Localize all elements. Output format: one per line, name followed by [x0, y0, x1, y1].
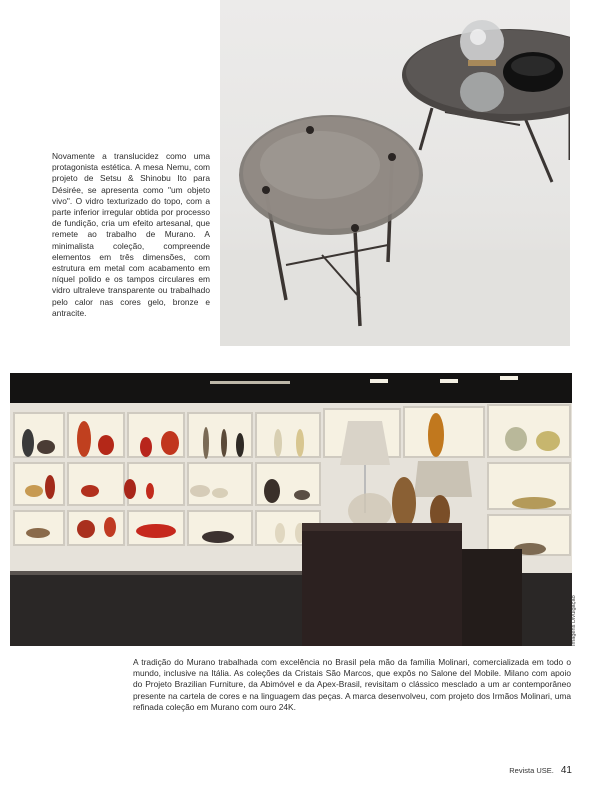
page-footer [494, 765, 572, 776]
nemu-caption: Novamente a translucidez como uma protagonista estética. A mesa Nemu, com projeto de Setsu & Shinobu Ito para Désirée, se apresenta como "um objeto vivo". O vidro texturizado do topo, com a parte inferior irregular obtida por processo de fundição, cria um efeito artesanal, que remete ao trabalho de Murano. A minimalista coleção, compreende elementos em três dimensões, com estrutura em metal com acabamento em níquel polido e os tampos circulares em vidro ultraleve transparente ou trabalhado pelo calor nas cores gelo, bronze e antracite. [52, 151, 210, 318]
page-number: 41 [560, 765, 572, 776]
murano-caption: A tradição do Murano trabalhada com excelência no Brasil pela mão da família Molinari, comercializada em todo o mundo, inclusive na Itália. As coleções da Cristais São Marcos, que expôs no Salone del Mobile. Milano com apoio do Projeto Brazilian Furniture, da Abimóvel e da Apex-Brasil, revisitam o clássico mesclado a um ar contemporâneo presente na cartela de cores e na linguagem das peças. A marca desenvolveu, com projeto dos Irmãos Molinari, uma refinada coleção em Murano com ouro 24K. [133, 657, 571, 712]
showroom-photo [10, 373, 572, 646]
nemu-tables-photo [220, 0, 570, 346]
magazine-name: Revista USE. [509, 766, 554, 775]
photo-credit: Imagens Divulgação [571, 595, 577, 646]
